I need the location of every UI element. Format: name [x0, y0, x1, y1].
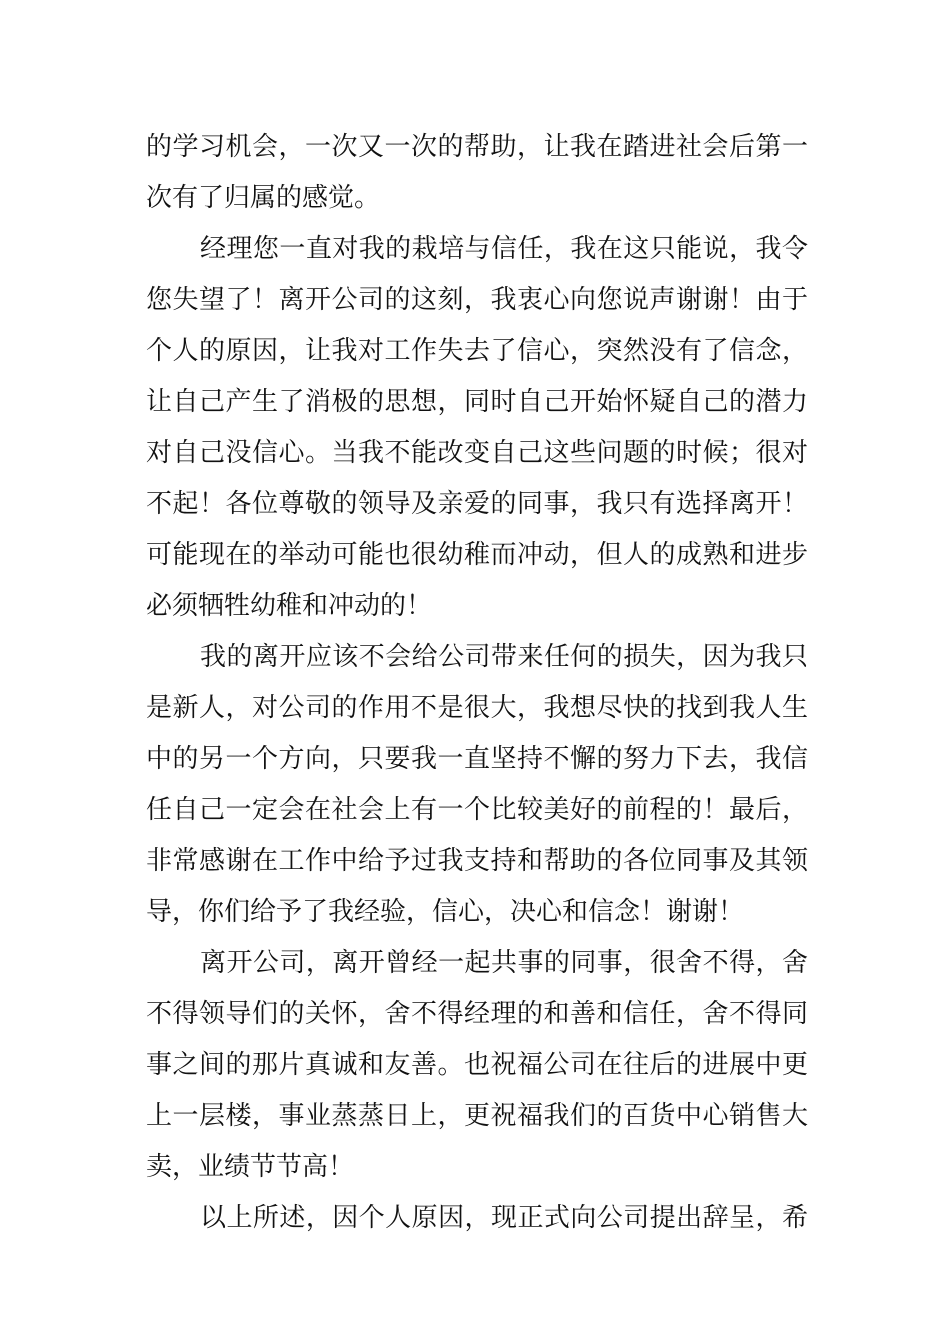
text-line: 个人的原因，让我对工作失去了信心，突然没有了信念， [146, 336, 808, 366]
text-line: 导，你们给予了我经验，信心，决心和信念！谢谢！ [146, 897, 745, 927]
text-line: 是新人，对公司的作用不是很大，我想尽快的找到我人生 [146, 693, 808, 723]
paragraph-first-line: 离开公司，离开曾经一起共事的同事，很舍不得，舍 [200, 948, 808, 978]
text-line: 事之间的那片真诚和友善。也祝福公司在往后的进展中更 [146, 1050, 808, 1080]
text-line: 的学习机会，一次又一次的帮助，让我在踏进社会后第一 [146, 132, 808, 162]
paragraph-first-line: 经理您一直对我的栽培与信任，我在这只能说，我令 [200, 234, 808, 264]
text-line: 任自己一定会在社会上有一个比较美好的前程的！最后， [146, 795, 808, 825]
text-line: 您失望了！离开公司的这刻，我衷心向您说声谢谢！由于 [146, 285, 808, 315]
text-line: 卖，业绩节节高！ [146, 1152, 355, 1182]
text-line: 不起！各位尊敬的领导及亲爱的同事，我只有选择离开！ [146, 489, 808, 519]
text-line: 不得领导们的关怀，舍不得经理的和善和信任，舍不得同 [146, 999, 808, 1029]
text-line: 可能现在的举动可能也很幼稚而冲动，但人的成熟和进步 [146, 540, 808, 570]
text-line: 让自己产生了消极的思想，同时自己开始怀疑自己的潜力 [146, 387, 808, 417]
text-line: 非常感谢在工作中给予过我支持和帮助的各位同事及其领 [146, 846, 808, 876]
text-line: 上一层楼，事业蒸蒸日上，更祝福我们的百货中心销售大 [146, 1101, 808, 1131]
paragraph-first-line: 我的离开应该不会给公司带来任何的损失，因为我只 [200, 642, 808, 672]
text-line: 中的另一个方向，只要我一直坚持不懈的努力下去，我信 [146, 744, 808, 774]
body-text [146, 122, 808, 1244]
text-line: 对自己没信心。当我不能改变自己这些问题的时候；很对 [146, 438, 808, 468]
text-line: 必须牺牲幼稚和冲动的！ [146, 591, 433, 621]
text-line: 次有了归属的感觉。 [146, 183, 381, 213]
paragraph-first-line: 以上所述，因个人原因，现正式向公司提出辞呈，希 [200, 1203, 808, 1233]
